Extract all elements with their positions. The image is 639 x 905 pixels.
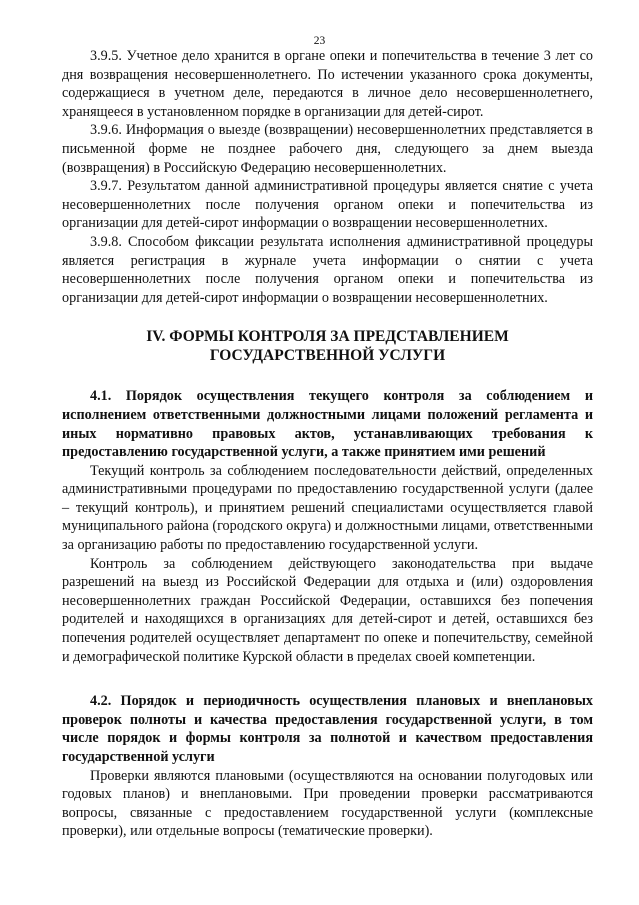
paragraph-3-9-7: 3.9.7. Результатом данной административной процедуры является снятие с учета несовершеннолетних после получения органом опеки и попечительства из организации для детей-сирот информации о возвращении несовершеннолетних. <box>62 178 593 232</box>
paragraph-3-9-6: 3.9.6. Информация о выезде (возвращении) несовершеннолетних представляется в письменной форме не позднее рабочего дня, следующего за днем выезда (возвращения) в Российскую Федерацию несовершеннолетних. <box>62 122 593 176</box>
subsection-4-1-paragraph-1: Текущий контроль за соблюдением последовательности действий, определенных административными процедурами по предоставлению государственной услуги (далее – текущий контроль), и принятием решений специалистами осуществляется главой муниципального района (городского округа) и должностными лицами, ответственными за организацию работы по предоставлению государственной услуги. <box>62 462 593 554</box>
subsection-4-1-heading: 4.1. Порядок осуществления текущего контроля за соблюдением и исполнением ответственными должностными лицами положений регламента и иных нормативно правовых актов, устанавливающих требования к предоставлению государственной услуги, а также принятием ими решений <box>62 388 593 461</box>
subsection-4-2-paragraph-1: Проверки являются плановыми (осуществляются на основании полугодовых или годовых планов) и внеплановыми. При проведении проверки рассматриваются вопросы, связанные с предоставлением государственной услуги (комплексные проверки), или отдельные вопросы (тематические проверки). <box>62 767 593 840</box>
paragraph-3-9-5: 3.9.5. Учетное дело хранится в органе опеки и попечительства в течение 3 лет со дня возвращения несовершеннолетнего. По истечении указанного срока документы, содержащиеся в учетном деле, передаются в личное дело несовершеннолетнего, хранящееся в установленном порядке в организации для детей-сирот. <box>62 48 593 120</box>
page-content <box>62 47 593 841</box>
subsection-4-1-paragraph-2: Контроль за соблюдением действующего законодательства при выдаче разрешений на выезд из Российской Федерации для отдыха и (или) оздоровления несовершеннолетних граждан Российской Федерации, оставшихся без попечения родителей и находящихся в организациях для детей-сирот и детей, оставшихся без попечения родителей осуществляет департамент по опеке и попечительству, семейной и демографической политике Курской области в пределах своей компетенции. <box>62 555 593 665</box>
subsection-4-2-heading: 4.2. Порядок и периодичность осуществления плановых и внеплановых проверок полноты и качества предоставления государственной услуги, в том числе порядок и формы контроля за полнотой и качеством предоставления государственной услуги <box>62 693 593 765</box>
paragraph-3-9-8: 3.9.8. Способом фиксации результата исполнения административной процедуры является регистрация в журнале учета информации о снятии с учета несовершеннолетних после получения органом опеки и попечительства из организации для детей-сирот информации о возвращении несовершеннолетних. <box>62 233 593 306</box>
page-number: 23 <box>313 35 326 47</box>
section-title: IV. ФОРМЫ КОНТРОЛЯ ЗА ПРЕДСТАВЛЕНИЕМ ГОСУДАРСТВЕННОЙ УСЛУГИ <box>146 328 509 365</box>
